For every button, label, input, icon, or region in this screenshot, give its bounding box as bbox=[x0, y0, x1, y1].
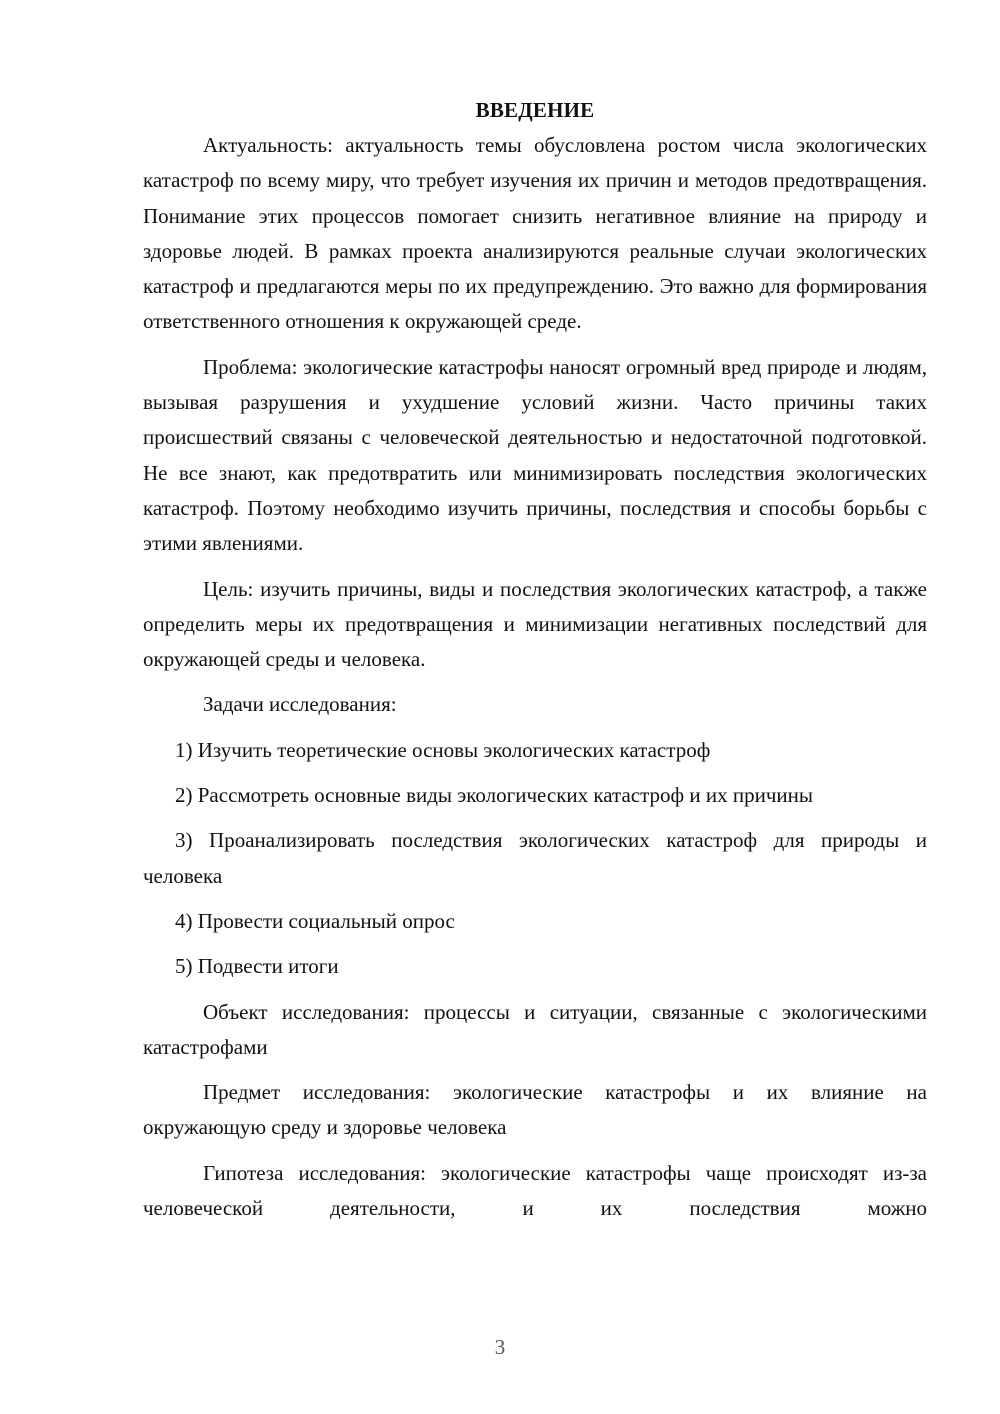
task-item-1: 1) Изучить теоретические основы экологических катастроф bbox=[175, 737, 711, 762]
problem-paragraph: Проблема: экологические катастрофы наносят огромный вред природе и людям, вызывая разрушения и ухудшение условий жизни. Часто причины таких происшествий связаны с человеческой деятельностью и недостаточной подготовкой. Не все знают, как предотвратить или минимизировать последствия экологических катастроф. Поэтому необходимо изучить причины, последствия и способы борьбы с этими явлениями. bbox=[143, 354, 927, 556]
task-item-4: 4) Провести социальный опрос bbox=[175, 908, 455, 933]
page-number: 3 bbox=[494, 1335, 506, 1359]
page-title: ВВЕДЕНИЕ bbox=[475, 98, 595, 122]
goal-paragraph: Цель: изучить причины, виды и последствия экологических катастроф, а также определить меры их предотвращения и минимизации негативных последствий для окружающей среды и человека. bbox=[143, 576, 927, 672]
task-item-5: 5) Подвести итоги bbox=[175, 954, 339, 979]
subject-paragraph: Предмет исследования: экологические катастрофы и их влияние на окружающую среду и здоровье человека bbox=[143, 1080, 927, 1140]
task-item-2: 2) Рассмотреть основные виды экологических катастроф и их причины bbox=[175, 783, 814, 808]
task-item-3: 3) Проанализировать последствия экологических катастроф для природы и человека bbox=[143, 828, 927, 888]
tasks-heading: Задачи исследования: bbox=[203, 692, 397, 717]
object-paragraph: Объект исследования: процессы и ситуации, связанные с экологическими катастрофами bbox=[143, 999, 927, 1059]
relevance-paragraph: Актуальность: актуальность темы обусловлена ростом числа экологических катастроф по всему миру, что требует изучения их причин и методов предотвращения. Понимание этих процессов помогает снизить негативное влияние на природу и здоровье людей. В рамках проекта анализируются реальные случаи экологических катастроф и предлагаются меры по их предупреждению. Это важно для формирования ответственного отношения к окружающей среде. bbox=[143, 133, 927, 334]
page-body bbox=[143, 93, 927, 1236]
hypothesis-paragraph: Гипотеза исследования: экологические катастрофы чаще происходят из-за человеческой деятельности, и их последствия можно bbox=[143, 1160, 927, 1221]
